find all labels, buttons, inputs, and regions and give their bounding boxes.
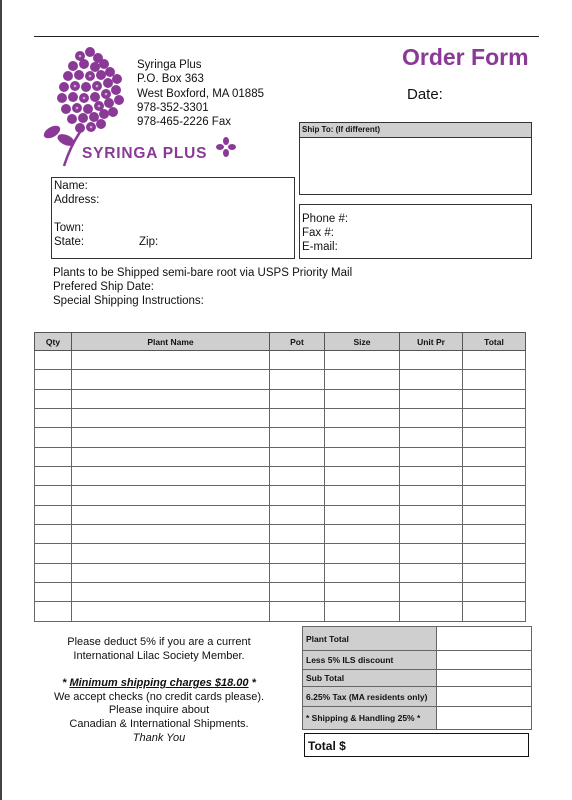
table-row	[35, 486, 526, 505]
star-right: *	[251, 677, 256, 690]
table-cell[interactable]	[72, 409, 270, 428]
table-cell[interactable]	[35, 389, 72, 408]
column-header-pot: Pot	[270, 333, 325, 351]
table-cell[interactable]	[400, 602, 463, 621]
table-cell[interactable]	[325, 602, 400, 621]
name-label: Name:	[54, 180, 88, 192]
top-rule	[34, 36, 539, 37]
international-note: Canadian & International Shipments.	[69, 717, 249, 730]
table-cell[interactable]	[35, 583, 72, 602]
shipping-value[interactable]	[437, 707, 532, 730]
company-po-box: P.O. Box 363	[137, 73, 204, 86]
state-label: State:	[54, 236, 85, 248]
table-cell[interactable]	[463, 467, 526, 486]
column-header-size: Size	[325, 333, 400, 351]
table-cell[interactable]	[400, 351, 463, 370]
table-row	[35, 525, 526, 544]
table-row	[35, 583, 526, 602]
table-cell[interactable]	[72, 544, 270, 563]
table-cell[interactable]	[72, 525, 270, 544]
footnotes	[44, 636, 274, 745]
table-cell[interactable]	[325, 389, 400, 408]
table-cell[interactable]	[35, 505, 72, 524]
table-cell[interactable]	[463, 409, 526, 428]
table-cell[interactable]	[463, 447, 526, 466]
table-cell[interactable]	[35, 525, 72, 544]
ship-to-header: Ship To: (If different)	[300, 123, 531, 138]
sub-total-value[interactable]	[437, 670, 532, 687]
table-cell[interactable]	[325, 351, 400, 370]
tax-row	[303, 687, 532, 707]
table-cell[interactable]	[325, 447, 400, 466]
table-cell[interactable]	[270, 467, 325, 486]
table-cell[interactable]	[270, 370, 325, 389]
special-instructions-label: Special Shipping Instructions:	[53, 295, 204, 307]
table-cell[interactable]	[325, 505, 400, 524]
flower-icon	[216, 137, 236, 157]
grand-total-box[interactable]: Total $	[304, 733, 529, 757]
table-cell[interactable]	[270, 505, 325, 524]
table-row	[35, 447, 526, 466]
logo-text: SYRINGA PLUS	[82, 145, 208, 162]
table-row	[35, 428, 526, 447]
table-cell[interactable]	[35, 351, 72, 370]
company-phone: 978-352-3301	[137, 101, 209, 114]
fax-label: Fax #:	[302, 227, 334, 239]
column-header-plant-name: Plant Name	[72, 333, 270, 351]
table-row	[35, 563, 526, 582]
table-cell[interactable]	[325, 563, 400, 582]
plant-total-value[interactable]	[437, 627, 532, 651]
ship-to-box[interactable]	[299, 122, 532, 195]
phone-label: Phone #:	[302, 213, 349, 225]
table-cell[interactable]	[35, 602, 72, 621]
table-cell[interactable]	[72, 486, 270, 505]
table-cell[interactable]	[72, 563, 270, 582]
table-cell[interactable]	[463, 370, 526, 389]
table-cell[interactable]	[400, 409, 463, 428]
page-edge	[0, 0, 2, 800]
table-cell[interactable]	[463, 505, 526, 524]
contact-box[interactable]	[299, 204, 532, 259]
preferred-ship-date-label: Prefered Ship Date:	[53, 281, 155, 293]
tax-label: 6.25% Tax (MA residents only)	[303, 687, 437, 707]
order-items-body	[35, 351, 526, 622]
table-cell[interactable]	[270, 409, 325, 428]
table-cell[interactable]	[35, 447, 72, 466]
order-items-table	[34, 332, 526, 622]
table-cell[interactable]	[463, 525, 526, 544]
table-cell[interactable]	[463, 583, 526, 602]
company-fax: 978-465-2226 Fax	[137, 116, 231, 129]
date-label: Date:	[407, 86, 443, 103]
discount-label: Less 5% ILS discount	[303, 651, 437, 670]
table-row	[35, 544, 526, 563]
table-cell[interactable]	[35, 428, 72, 447]
table-cell[interactable]	[270, 428, 325, 447]
table-header-row	[35, 333, 526, 351]
discount-row	[303, 651, 532, 670]
table-cell[interactable]	[463, 544, 526, 563]
table-cell[interactable]	[35, 563, 72, 582]
table-cell[interactable]	[325, 409, 400, 428]
table-cell[interactable]	[400, 525, 463, 544]
table-cell[interactable]	[325, 370, 400, 389]
town-label: Town:	[54, 222, 85, 234]
table-cell[interactable]	[72, 602, 270, 621]
table-cell[interactable]	[270, 583, 325, 602]
table-cell[interactable]	[35, 409, 72, 428]
table-cell[interactable]	[72, 389, 270, 408]
table-cell[interactable]	[270, 389, 325, 408]
discount-value[interactable]	[437, 651, 532, 670]
table-cell[interactable]	[325, 428, 400, 447]
table-cell[interactable]	[400, 370, 463, 389]
column-header-total: Total	[463, 333, 526, 351]
column-header-qty: Qty	[35, 333, 72, 351]
table-cell[interactable]	[270, 563, 325, 582]
table-cell[interactable]	[270, 351, 325, 370]
table-cell[interactable]	[72, 505, 270, 524]
table-cell[interactable]	[35, 467, 72, 486]
table-cell[interactable]	[463, 486, 526, 505]
table-cell[interactable]	[72, 351, 270, 370]
ils-member-note: International Lilac Society Member.	[73, 649, 245, 662]
table-cell[interactable]	[72, 370, 270, 389]
company-city: West Boxford, MA 01885	[137, 87, 264, 100]
table-cell[interactable]	[72, 428, 270, 447]
table-cell[interactable]	[270, 602, 325, 621]
customer-address-box[interactable]	[51, 177, 295, 259]
sub-total-label: Sub Total	[303, 670, 437, 687]
table-cell[interactable]	[400, 428, 463, 447]
table-cell[interactable]	[400, 505, 463, 524]
table-cell[interactable]	[400, 467, 463, 486]
shipping-row	[303, 707, 532, 730]
column-header-unit-price: Unit Pr	[400, 333, 463, 351]
plant-total-row	[303, 627, 532, 651]
minimum-shipping-note	[44, 677, 274, 691]
sub-total-row	[303, 670, 532, 687]
table-row	[35, 389, 526, 408]
email-label: E-mail:	[302, 241, 338, 253]
company-info	[137, 58, 264, 129]
table-cell[interactable]	[270, 486, 325, 505]
shipping-label-text: Shipping & Handling 25%	[311, 713, 415, 723]
table-row	[35, 370, 526, 389]
company-name: Syringa Plus	[137, 59, 202, 71]
table-cell[interactable]	[72, 447, 270, 466]
table-cell[interactable]	[463, 389, 526, 408]
table-row	[35, 351, 526, 370]
table-cell[interactable]	[35, 370, 72, 389]
minimum-shipping-text: Minimum shipping charges $18.00	[69, 677, 249, 690]
shipping-label: * Shipping & Handling 25% *	[303, 707, 437, 730]
plant-total-label: Plant Total	[303, 627, 437, 651]
shipping-notes	[53, 266, 352, 308]
table-cell[interactable]	[400, 563, 463, 582]
shipping-method-note: Plants to be Shipped semi-bare root via USPS Priority Mail	[53, 267, 353, 279]
table-cell[interactable]	[400, 389, 463, 408]
table-cell[interactable]	[463, 351, 526, 370]
table-cell[interactable]	[72, 583, 270, 602]
payment-note: We accept checks (no credit cards please).	[53, 690, 265, 703]
table-cell[interactable]	[400, 544, 463, 563]
table-cell[interactable]	[463, 428, 526, 447]
table-cell[interactable]	[35, 486, 72, 505]
table-row	[35, 602, 526, 621]
table-cell[interactable]	[400, 583, 463, 602]
table-cell[interactable]	[400, 486, 463, 505]
table-cell[interactable]	[270, 525, 325, 544]
table-cell[interactable]	[325, 544, 400, 563]
table-cell[interactable]	[325, 583, 400, 602]
table-cell[interactable]	[72, 467, 270, 486]
table-cell[interactable]	[270, 447, 325, 466]
star-left: *	[62, 677, 67, 690]
totals-table	[302, 626, 532, 730]
table-cell[interactable]	[400, 447, 463, 466]
thank-you-note: Thank You	[132, 731, 186, 744]
zip-label: Zip:	[139, 236, 159, 248]
tax-value[interactable]	[437, 687, 532, 707]
table-cell[interactable]	[463, 563, 526, 582]
address-label: Address:	[54, 194, 100, 206]
table-cell[interactable]	[463, 602, 526, 621]
table-cell[interactable]	[325, 467, 400, 486]
inquire-note: Please inquire about	[108, 704, 210, 717]
table-cell[interactable]	[325, 525, 400, 544]
table-cell[interactable]	[270, 544, 325, 563]
form-title: Order Form	[402, 44, 529, 70]
table-cell[interactable]	[325, 486, 400, 505]
ils-discount-note: Please deduct 5% if you are a current	[67, 636, 251, 648]
table-cell[interactable]	[35, 544, 72, 563]
table-row	[35, 505, 526, 524]
table-row	[35, 467, 526, 486]
table-row	[35, 409, 526, 428]
